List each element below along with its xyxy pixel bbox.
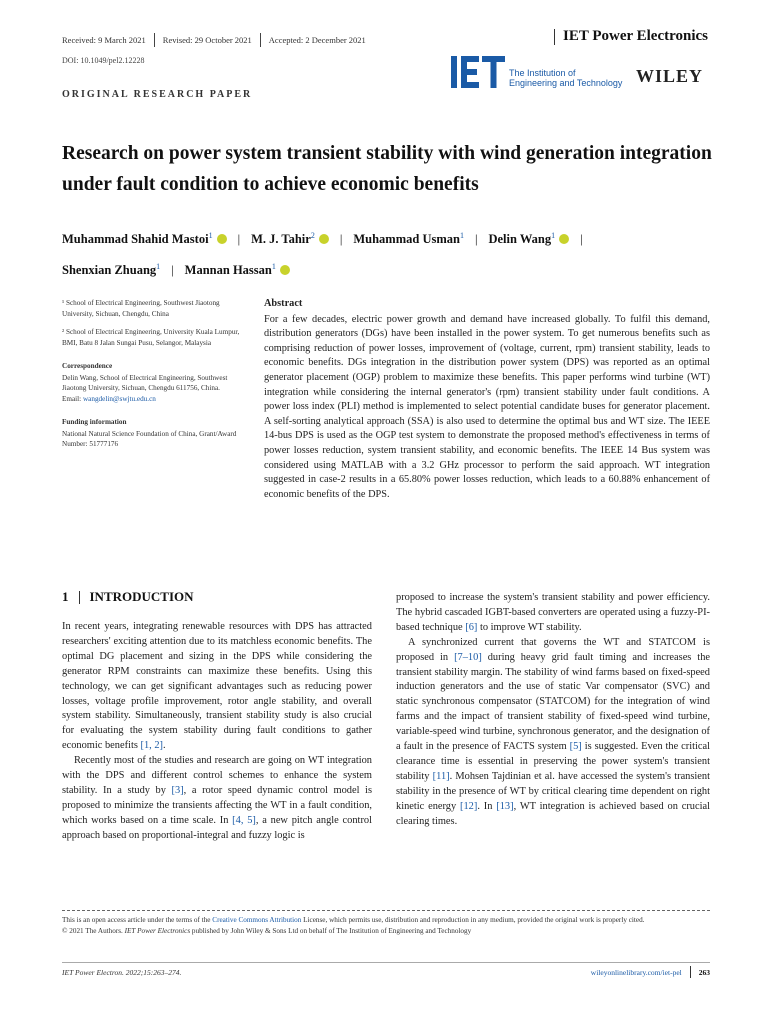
orcid-icon[interactable] <box>217 234 227 244</box>
footer-rule <box>62 962 710 963</box>
citation-link[interactable]: [4, 5] <box>232 814 256 826</box>
abstract <box>264 297 710 502</box>
author: Muhammad Usman$^1$ <box>353 231 464 247</box>
citation-link[interactable]: [13] <box>496 800 514 812</box>
citation-link[interactable]: [6] <box>465 621 478 633</box>
license-line: This is an open access article under the terms of the Creative Commons Attribution License, which permits use, distribution and reproduction in any medium, provided the original work is properly cited. <box>62 916 645 924</box>
wiley-logo: WILEY <box>636 66 704 86</box>
citation-link[interactable]: [1, 2] <box>140 740 163 752</box>
iet-logo <box>451 56 505 93</box>
paragraph: In recent years, integrating renewable resources with DPS has attracted researchers' exciting attention due to its matchless economic benefits. The optimal DG placement and sizing in the DPS while considering the generator RPM constraints can maximize these benefits. Using this technology, we can get significant advantages such as reducing power losses, voltage profile improvement, rotor angle stability, and overall system stability. Simultaneously, transient stability study is also crucial for evaluating the system stability during fault conditions to gather economic benefits [1, 2]. <box>62 621 372 752</box>
orcid-icon[interactable] <box>280 265 290 275</box>
paper-title: Research on power system transient stability with wind generation integration under fault condition to achieve economic benefits <box>62 143 712 195</box>
doi: DOI: 10.1049/pel2.12228 <box>62 56 145 65</box>
paragraph: A synchronized current that governs the WT and STATCOM is proposed in [7–10] during heavy grid fault timing and increases the transient stability margin. The stability of wind farms based on fixed-speed induction generators and the use of static Var compensator (SVC) and static synchronous compensator (STATCOM) for the integration of wind farms and the impact of transient stability of fixed-speed wind turbine, variable-speed wind turbine, synchronous generator, and the designation of a fault in the presence of FACTS system [5] is suggested. Even the critical clearance time is essential in preserving the power system's transient stability [11]. Mohsen Tajdinian et al. have accessed the system's transient stability in the presence of WT by critical clearing time dependent on right kinetic energy [12]. In [13], WT integration is achieved based on crucial clearing times. <box>396 636 711 827</box>
iet-name-line2: Engineering and Technology <box>509 78 623 88</box>
funding <box>62 417 252 450</box>
footer-right <box>591 966 710 978</box>
author: Mannan Hassan$^1$ <box>185 263 290 277</box>
iet-logo-mark-icon <box>451 56 505 88</box>
citation-link[interactable]: [11] <box>432 770 450 782</box>
affiliation-2: ² School of Electrical Engineering, University Kuala Lumpur, BMI, Batu 8 Jalan Sungai Pusu, Selangor, Malaysia <box>62 328 240 347</box>
author: M. J. Tahir$^2$ <box>251 232 329 246</box>
author: Shenxian Zhuang$^1$ <box>62 262 161 278</box>
abstract-text: For a few decades, electric power growth and demand have increased globally. To fulfil this demand, distribution generators (DGs) have been installed in the power system. To get numerous benefits such as comprising reduction of power losses, improvement of (voltage, current, rpm) transient stability, leads to economic benefits. DGs integration in the distribution power system (DPS) was reported as an optimal generator placement (OGP) problem to maximize these benefits. This paper performs wind turbine (WT) integration while considering the internal generator's (rpm) transient stability under fault conditions. A power loss index (PLI) method is implemented to select potential candidate buses for generator placement. A self-sorting analytical approach (SSA) is also used to determine the optimal bus and WT size. The IEEE 14-bus DPS is used as the OGP test system to demonstrate the proposed method's effectiveness in terms of power losses reduction, system transient stability, and economic benefits. The IEEE 14 Bus system was considered using MATLAB with a 3.2 GHz processor to perform the said approach. WT integration suggested in case-2 results in a 65.80% power losses reduction, which leads to a 60.88% enhancement of economic benefits of the DPS. <box>264 313 710 500</box>
journal-citation: IET Power Electron. 2022;15:263–274. <box>62 968 182 977</box>
orcid-icon[interactable] <box>559 234 569 244</box>
license-note <box>62 915 710 936</box>
article-dates <box>62 33 366 47</box>
cc-license-link[interactable]: Creative Commons Attribution <box>212 916 302 924</box>
correspondence <box>62 361 252 404</box>
journal-url-link[interactable]: wileyonlinelibrary.com/iet-pel <box>590 967 682 977</box>
divider <box>554 29 555 45</box>
section-title: INTRODUCTION <box>89 589 194 604</box>
paragraph: proposed to increase the system's transient stability and power efficiency. The hybrid cascaded IGBT-based converters are operated using a fuzzy-PI-based technique [6] to improve WT stability. <box>396 592 710 633</box>
iet-name <box>509 68 622 88</box>
citation-link[interactable]: [7–10] <box>454 651 482 663</box>
paragraph: Recently most of the studies and research are going on WT integration with the DPS and different control schemes to enhance the system stability. In a study by [3], a rotor speed dynamic control model is proposed to minimize the transients affecting the WT in a fault condition, which works based on a time scale. In [4, 5], a new pitch angle control approach based on proportional-integral and fuzzy logic is <box>62 755 372 841</box>
section-number: 1 <box>62 589 69 604</box>
correspondence-text: Delin Wang, School of Electrical Engineering, Southwest Jiaotong University, Sichuan, Chengdu 611756, China. <box>62 373 228 392</box>
affiliation-1: ¹ School of Electrical Engineering, Southwest Jiaotong University, Sichuan, Chengdu, China <box>62 299 220 318</box>
citation-link[interactable]: [12] <box>460 800 478 812</box>
revised-date: Revised: 29 October 2021 <box>162 35 252 45</box>
author: Muhammad Shahid Mastoi$^1$ <box>62 232 227 246</box>
author: Delin Wang$^1$ <box>488 232 569 246</box>
page-number: 263 <box>698 967 710 977</box>
divider <box>260 33 261 47</box>
footnote-separator <box>62 910 710 911</box>
email-link[interactable]: wangdelin@swjtu.edu.cn <box>82 394 156 403</box>
abstract-heading: Abstract <box>264 298 303 309</box>
body-column-right <box>396 591 710 830</box>
email-line: Email: wangdelin@swjtu.edu.cn <box>62 394 156 403</box>
citation-link[interactable]: [3] <box>171 784 184 796</box>
divider <box>690 966 691 978</box>
journal-name-block <box>554 28 708 45</box>
copyright-line: © 2021 The Authors. IET Power Electronics published by John Wiley & Sons Ltd on behalf of The Institution of Engineering and Technology <box>62 926 472 935</box>
section-heading <box>62 589 194 605</box>
funding-heading: Funding information <box>62 418 127 426</box>
affiliations-column <box>62 298 252 450</box>
iet-name-line1: The Institution of <box>509 68 576 78</box>
received-date: Received: 9 March 2021 <box>62 35 146 45</box>
funding-text: National Natural Science Foundation of China, Grant/Award Number: 51777176 <box>62 429 237 448</box>
correspondence-heading: Correspondence <box>62 362 113 370</box>
divider <box>79 591 80 604</box>
body-column-left <box>62 620 372 844</box>
orcid-icon[interactable] <box>319 234 329 244</box>
journal-name: IET Power Electronics <box>563 28 708 44</box>
divider <box>154 33 155 47</box>
author-list: Muhammad Shahid Mastoi$^1$ | M. J. Tahir$^2$ | Muhammad Usman$^1$ | Delin Wang$^1$ | Shenxian Zhuang$^1$ | Mannan Hassan$^1$ <box>62 231 583 278</box>
accepted-date: Accepted: 2 December 2021 <box>268 35 366 45</box>
citation-link[interactable]: [5] <box>569 741 582 753</box>
article-type: ORIGINAL RESEARCH PAPER <box>62 89 253 100</box>
